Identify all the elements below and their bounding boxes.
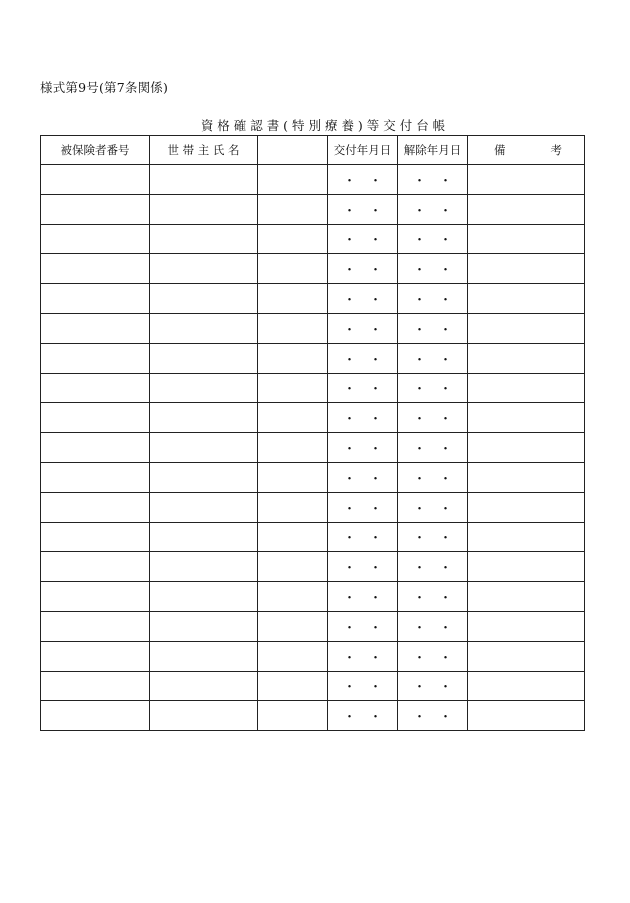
cell-issue-date[interactable]	[328, 492, 398, 522]
cell-issue-date[interactable]	[328, 433, 398, 463]
cell-remarks[interactable]	[468, 284, 585, 314]
cell-release-date[interactable]	[398, 313, 468, 343]
cell-issue-date[interactable]	[328, 552, 398, 582]
table-row	[41, 343, 585, 373]
date-separator-dots: ・ ・	[412, 561, 452, 577]
cell-release-date[interactable]	[398, 492, 468, 522]
cell-insured-number[interactable]	[41, 433, 150, 463]
table-row	[41, 492, 585, 522]
cell-release-date[interactable]	[398, 611, 468, 641]
cell-insured-number[interactable]	[41, 582, 150, 612]
cell-issue-date[interactable]	[328, 582, 398, 612]
date-separator-dots: ・ ・	[342, 650, 382, 666]
cell-household-head-name[interactable]	[150, 373, 258, 403]
cell-blank[interactable]	[258, 641, 328, 671]
cell-release-date[interactable]	[398, 403, 468, 433]
cell-blank[interactable]	[258, 611, 328, 641]
header-insured-number: 被保険者番号	[41, 136, 150, 165]
form-number: 様式第9号(第7条関係)	[40, 80, 169, 95]
table-row	[41, 462, 585, 492]
cell-issue-date[interactable]	[328, 165, 398, 195]
cell-blank[interactable]	[258, 433, 328, 463]
date-separator-dots: ・ ・	[342, 203, 382, 219]
cell-blank[interactable]	[258, 582, 328, 612]
cell-insured-number[interactable]	[41, 641, 150, 671]
table-row	[41, 641, 585, 671]
date-separator-dots: ・ ・	[342, 471, 382, 487]
cell-remarks[interactable]	[468, 165, 585, 195]
cell-household-head-name[interactable]	[150, 701, 258, 731]
cell-remarks[interactable]	[468, 641, 585, 671]
table-row	[41, 433, 585, 463]
header-issue-date: 交付年月日	[328, 136, 398, 165]
cell-remarks[interactable]	[468, 224, 585, 254]
cell-blank[interactable]	[258, 254, 328, 284]
date-separator-dots: ・ ・	[412, 471, 452, 487]
cell-release-date[interactable]	[398, 343, 468, 373]
cell-release-date[interactable]	[398, 194, 468, 224]
cell-release-date[interactable]	[398, 373, 468, 403]
cell-remarks[interactable]	[468, 403, 585, 433]
cell-blank[interactable]	[258, 373, 328, 403]
cell-blank[interactable]	[258, 165, 328, 195]
header-blank	[258, 136, 328, 165]
date-separator-dots: ・ ・	[412, 620, 452, 636]
date-separator-dots: ・ ・	[342, 293, 382, 309]
header-household-head-name: 世 帯 主 氏 名	[150, 136, 258, 165]
cell-remarks[interactable]	[468, 522, 585, 552]
cell-release-date[interactable]	[398, 552, 468, 582]
cell-blank[interactable]	[258, 224, 328, 254]
cell-insured-number[interactable]	[41, 701, 150, 731]
cell-blank[interactable]	[258, 194, 328, 224]
table-row	[41, 165, 585, 195]
cell-blank[interactable]	[258, 343, 328, 373]
cell-issue-date[interactable]	[328, 403, 398, 433]
cell-issue-date[interactable]	[328, 462, 398, 492]
date-separator-dots: ・ ・	[412, 531, 452, 547]
date-separator-dots: ・ ・	[412, 352, 452, 368]
cell-household-head-name[interactable]	[150, 313, 258, 343]
cell-insured-number[interactable]	[41, 165, 150, 195]
table-row	[41, 552, 585, 582]
header-remarks	[468, 136, 585, 165]
cell-issue-date[interactable]	[328, 313, 398, 343]
cell-household-head-name[interactable]	[150, 433, 258, 463]
cell-remarks[interactable]	[468, 582, 585, 612]
date-separator-dots: ・ ・	[412, 501, 452, 517]
cell-household-head-name[interactable]	[150, 611, 258, 641]
cell-insured-number[interactable]	[41, 462, 150, 492]
date-separator-dots: ・ ・	[412, 591, 452, 607]
cell-insured-number[interactable]	[41, 492, 150, 522]
header-release-date: 解除年月日	[398, 136, 468, 165]
date-separator-dots: ・ ・	[412, 442, 452, 458]
cell-issue-date[interactable]	[328, 194, 398, 224]
date-separator-dots: ・ ・	[342, 591, 382, 607]
cell-issue-date[interactable]	[328, 641, 398, 671]
cell-remarks[interactable]	[468, 701, 585, 731]
date-separator-dots: ・ ・	[342, 620, 382, 636]
date-separator-dots: ・ ・	[412, 322, 452, 338]
date-separator-dots: ・ ・	[412, 293, 452, 309]
cell-issue-date[interactable]	[328, 343, 398, 373]
cell-release-date[interactable]	[398, 433, 468, 463]
cell-household-head-name[interactable]	[150, 552, 258, 582]
cell-insured-number[interactable]	[41, 552, 150, 582]
date-separator-dots: ・ ・	[342, 352, 382, 368]
cell-release-date[interactable]	[398, 165, 468, 195]
date-separator-dots: ・ ・	[412, 382, 452, 398]
table-row	[41, 582, 585, 612]
date-separator-dots: ・ ・	[412, 173, 452, 189]
cell-household-head-name[interactable]	[150, 403, 258, 433]
table-header-row	[41, 136, 585, 165]
cell-household-head-name[interactable]	[150, 641, 258, 671]
table-row	[41, 701, 585, 731]
cell-insured-number[interactable]	[41, 254, 150, 284]
table-body	[41, 165, 585, 731]
cell-insured-number[interactable]	[41, 403, 150, 433]
table-row	[41, 403, 585, 433]
cell-issue-date[interactable]	[328, 671, 398, 701]
table-row	[41, 194, 585, 224]
cell-release-date[interactable]	[398, 671, 468, 701]
cell-remarks[interactable]	[468, 313, 585, 343]
table-row	[41, 313, 585, 343]
cell-issue-date[interactable]	[328, 611, 398, 641]
cell-release-date[interactable]	[398, 641, 468, 671]
date-separator-dots: ・ ・	[412, 680, 452, 696]
table-row	[41, 611, 585, 641]
date-separator-dots: ・ ・	[342, 233, 382, 249]
cell-insured-number[interactable]	[41, 284, 150, 314]
cell-household-head-name[interactable]	[150, 165, 258, 195]
cell-release-date[interactable]	[398, 224, 468, 254]
cell-insured-number[interactable]	[41, 343, 150, 373]
cell-insured-number[interactable]	[41, 522, 150, 552]
header-remarks-left: 備	[494, 143, 506, 157]
cell-blank[interactable]	[258, 462, 328, 492]
cell-household-head-name[interactable]	[150, 671, 258, 701]
date-separator-dots: ・ ・	[412, 203, 452, 219]
cell-blank[interactable]	[258, 313, 328, 343]
date-separator-dots: ・ ・	[342, 173, 382, 189]
date-separator-dots: ・ ・	[342, 322, 382, 338]
cell-household-head-name[interactable]	[150, 522, 258, 552]
table-row	[41, 671, 585, 701]
cell-release-date[interactable]	[398, 284, 468, 314]
cell-issue-date[interactable]	[328, 284, 398, 314]
date-separator-dots: ・ ・	[342, 442, 382, 458]
header-remarks-right: 考	[550, 143, 562, 157]
cell-household-head-name[interactable]	[150, 194, 258, 224]
cell-blank[interactable]	[258, 403, 328, 433]
cell-release-date[interactable]	[398, 582, 468, 612]
cell-remarks[interactable]	[468, 671, 585, 701]
cell-insured-number[interactable]	[41, 313, 150, 343]
table-row	[41, 522, 585, 552]
cell-household-head-name[interactable]	[150, 284, 258, 314]
cell-household-head-name[interactable]	[150, 462, 258, 492]
date-separator-dots: ・ ・	[342, 531, 382, 547]
cell-household-head-name[interactable]	[150, 224, 258, 254]
cell-release-date[interactable]	[398, 254, 468, 284]
table-row	[41, 373, 585, 403]
cell-issue-date[interactable]	[328, 373, 398, 403]
cell-remarks[interactable]	[468, 194, 585, 224]
date-separator-dots: ・ ・	[412, 650, 452, 666]
cell-remarks[interactable]	[468, 462, 585, 492]
cell-remarks[interactable]	[468, 492, 585, 522]
form-title: 資 格 確 認 書 ( 特 別 療 養 ) 等 交 付 台 帳	[200, 118, 446, 133]
cell-release-date[interactable]	[398, 462, 468, 492]
date-separator-dots: ・ ・	[342, 263, 382, 279]
cell-blank[interactable]	[258, 492, 328, 522]
date-separator-dots: ・ ・	[342, 412, 382, 428]
cell-blank[interactable]	[258, 701, 328, 731]
table-row	[41, 254, 585, 284]
cell-blank[interactable]	[258, 671, 328, 701]
date-separator-dots: ・ ・	[342, 710, 382, 726]
cell-insured-number[interactable]	[41, 671, 150, 701]
cell-remarks[interactable]	[468, 552, 585, 582]
issuance-ledger-table	[40, 135, 585, 731]
date-separator-dots: ・ ・	[342, 501, 382, 517]
date-separator-dots: ・ ・	[412, 263, 452, 279]
cell-insured-number[interactable]	[41, 611, 150, 641]
date-separator-dots: ・ ・	[342, 561, 382, 577]
cell-remarks[interactable]	[468, 611, 585, 641]
cell-remarks[interactable]	[468, 433, 585, 463]
cell-remarks[interactable]	[468, 343, 585, 373]
date-separator-dots: ・ ・	[412, 233, 452, 249]
cell-blank[interactable]	[258, 284, 328, 314]
cell-issue-date[interactable]	[328, 254, 398, 284]
cell-issue-date[interactable]	[328, 522, 398, 552]
cell-household-head-name[interactable]	[150, 582, 258, 612]
table-row	[41, 224, 585, 254]
table-row	[41, 284, 585, 314]
cell-household-head-name[interactable]	[150, 343, 258, 373]
date-separator-dots: ・ ・	[412, 412, 452, 428]
cell-issue-date[interactable]	[328, 224, 398, 254]
cell-insured-number[interactable]	[41, 224, 150, 254]
date-separator-dots: ・ ・	[342, 382, 382, 398]
cell-release-date[interactable]	[398, 522, 468, 552]
cell-blank[interactable]	[258, 522, 328, 552]
cell-household-head-name[interactable]	[150, 254, 258, 284]
date-separator-dots: ・ ・	[342, 680, 382, 696]
date-separator-dots: ・ ・	[412, 710, 452, 726]
cell-release-date[interactable]	[398, 701, 468, 731]
cell-remarks[interactable]	[468, 254, 585, 284]
cell-blank[interactable]	[258, 552, 328, 582]
cell-insured-number[interactable]	[41, 194, 150, 224]
cell-remarks[interactable]	[468, 373, 585, 403]
cell-insured-number[interactable]	[41, 373, 150, 403]
cell-issue-date[interactable]	[328, 701, 398, 731]
cell-household-head-name[interactable]	[150, 492, 258, 522]
